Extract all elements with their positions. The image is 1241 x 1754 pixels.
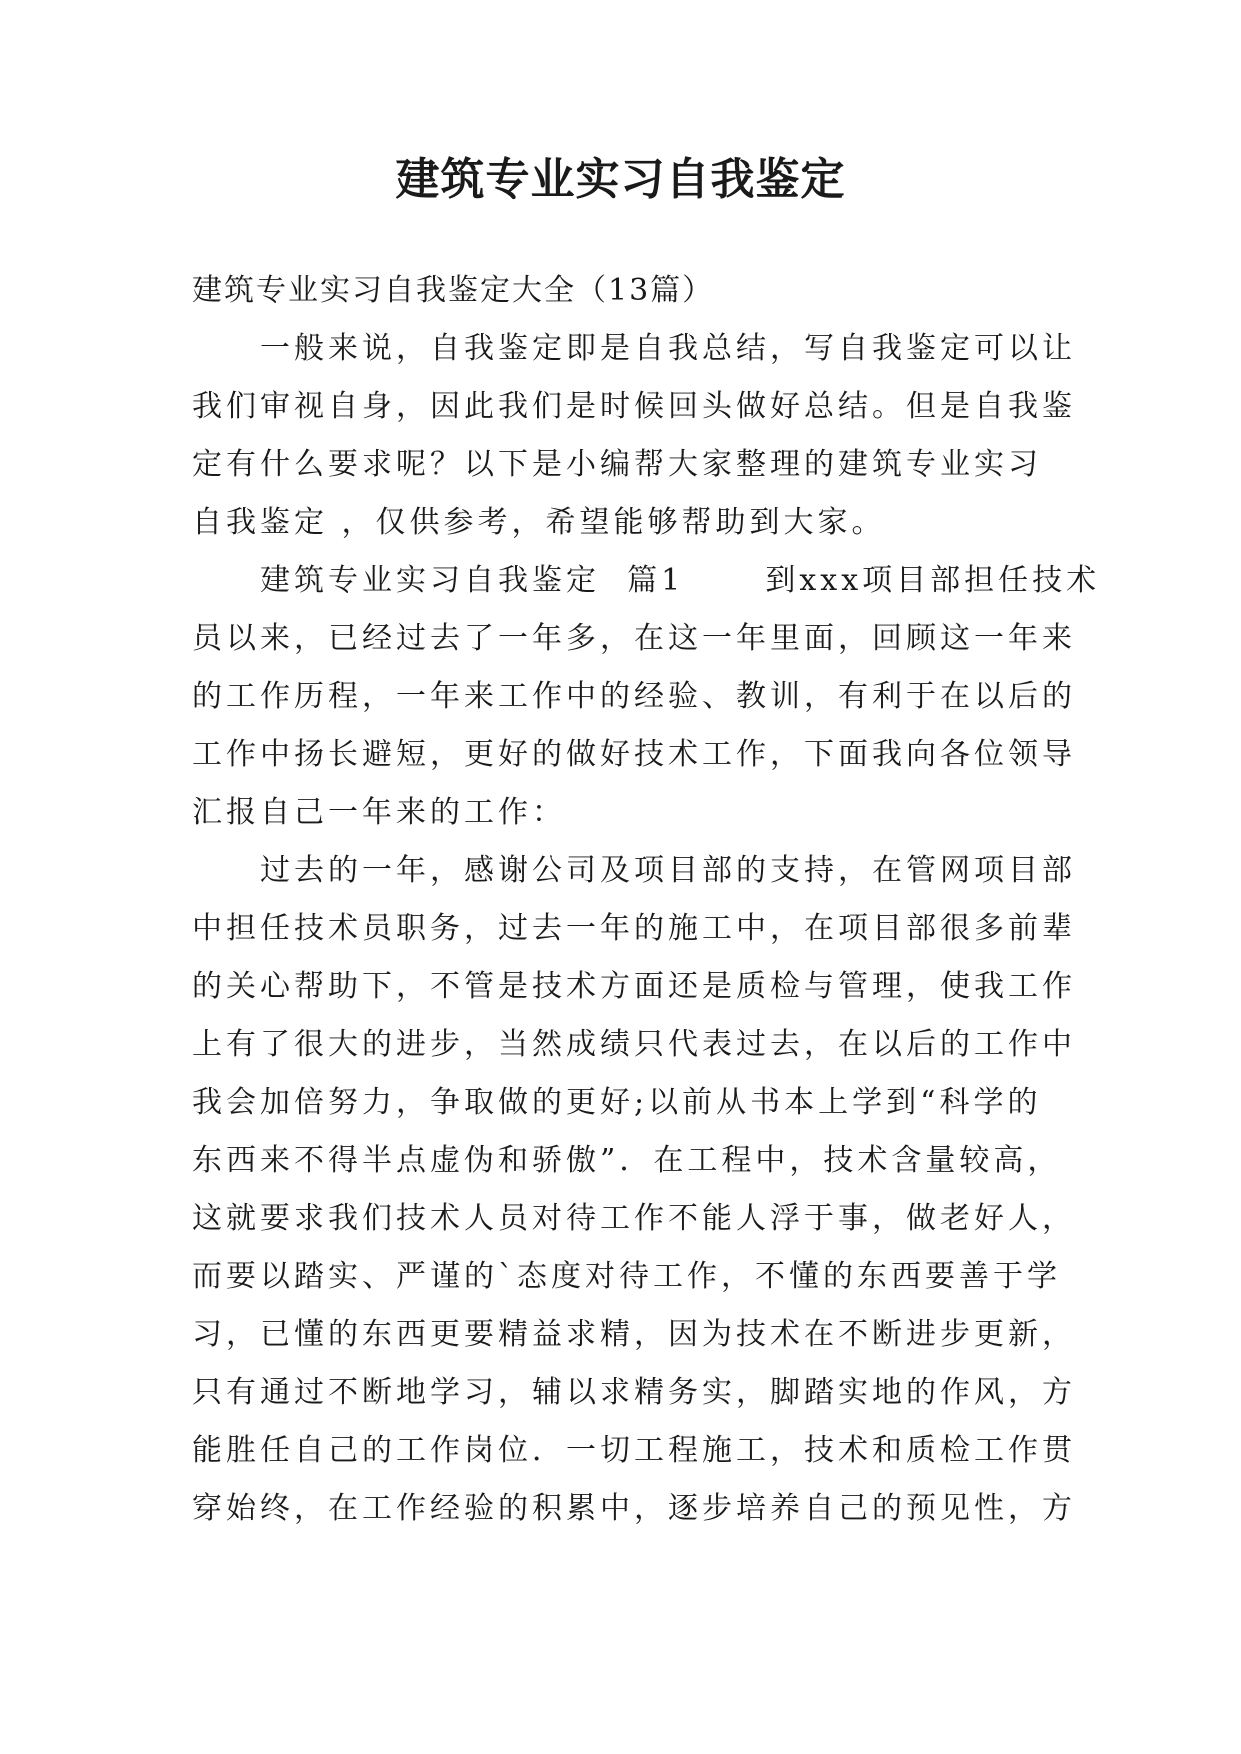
paragraph-2-line-1: 建筑专业实习自我鉴定 篇1 到xxx项目部担任技术 [260, 563, 1101, 598]
paragraph-3-line-12: 穿始终，在工作经验的积累中，逐步培养自己的预见性，方 [192, 1491, 1076, 1526]
paragraph-2-line-3: 的工作历程，一年来工作中的经验、教训，有利于在以后的 [192, 679, 1076, 714]
paragraph-3-line-8: 而要以踏实、严谨的`态度对待工作，不懂的东西要善于学 [192, 1259, 1061, 1294]
document-subtitle: 建筑专业实习自我鉴定大全（13篇） [192, 273, 715, 308]
document-body [192, 262, 1101, 1538]
paragraph-3-line-4: 上有了很大的进步，当然成绩只代表过去，在以后的工作中 [192, 1027, 1076, 1062]
paragraph-2-line-4: 工作中扬长避短，更好的做好技术工作，下面我向各位领导 [192, 737, 1076, 772]
paragraph-1-line-3: 定有什么要求呢？以下是小编帮大家整理的建筑专业实习 [192, 447, 1042, 482]
paragraph-3-line-7: 这就要求我们技术人员对待工作不能人浮于事，做老好人， [192, 1201, 1076, 1236]
paragraph-3-line-5: 我会加倍努力，争取做的更好;以前从书本上学到“科学的 [192, 1085, 1042, 1120]
paragraph-3-line-9: 习，已懂的东西更要精益求精，因为技术在不断进步更新， [192, 1317, 1076, 1352]
document-title: 建筑专业实习自我鉴定 [395, 154, 846, 205]
paragraph-1-line-1: 一般来说，自我鉴定即是自我总结，写自我鉴定可以让 [260, 331, 1076, 366]
paragraph-2-line-2: 员以来，已经过去了一年多，在这一年里面，回顾这一年来 [192, 621, 1076, 656]
paragraph-1-line-4: 自我鉴定 ，仅供参考，希望能够帮助到大家。 [192, 505, 886, 540]
paragraph-3-line-1: 过去的一年，感谢公司及项目部的支持，在管网项目部 [260, 853, 1076, 888]
paragraph-3-line-3: 的关心帮助下，不管是技术方面还是质检与管理，使我工作 [192, 969, 1076, 1004]
paragraph-3-line-11: 能胜任自己的工作岗位．一切工程施工，技术和质检工作贯 [192, 1433, 1076, 1468]
paragraph-3-line-10: 只有通过不断地学习，辅以求精务实，脚踏实地的作风，方 [192, 1375, 1076, 1410]
paragraph-2-line-5: 汇报自己一年来的工作： [192, 795, 566, 830]
paragraph-3-line-2: 中担任技术员职务，过去一年的施工中，在项目部很多前辈 [192, 911, 1076, 946]
paragraph-1-line-2: 我们审视自身，因此我们是时候回头做好总结。但是自我鉴 [192, 389, 1076, 424]
paragraph-3-line-6: 东西来不得半点虚伪和骄傲”．在工程中，技术含量较高， [192, 1143, 1062, 1178]
